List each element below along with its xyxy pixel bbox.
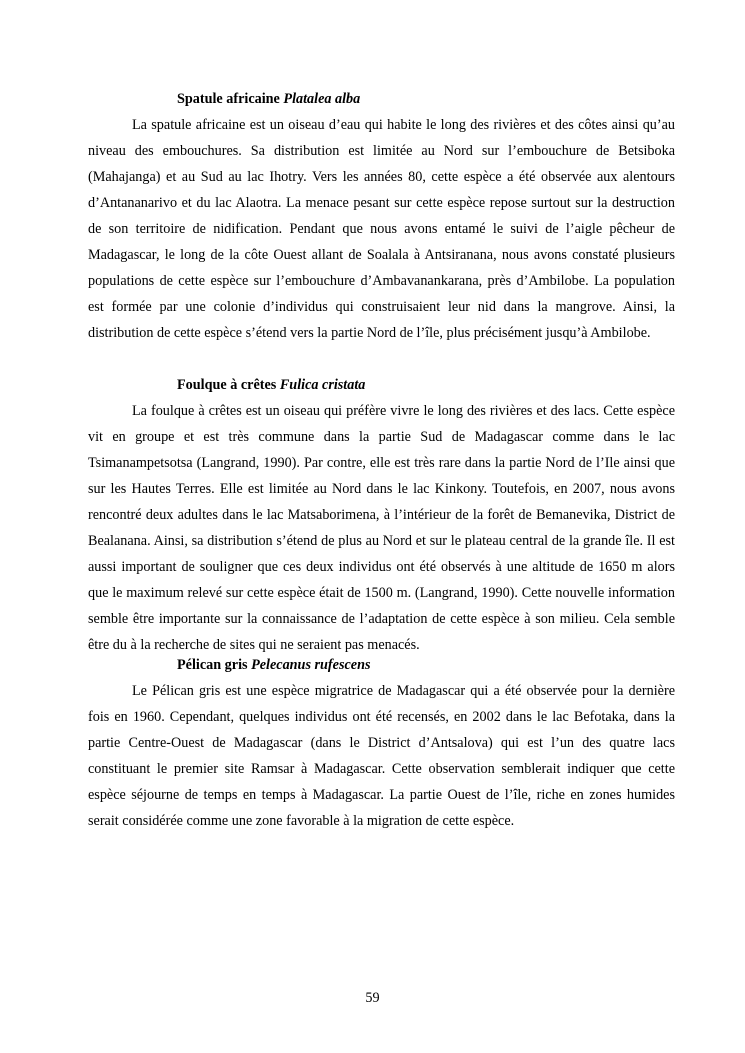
section-heading-foulque <box>88 372 675 398</box>
heading-common-name: Pélican gris <box>177 657 248 673</box>
heading-latin-name: Fulica cristata <box>279 377 366 393</box>
section-paragraph-pelican: Le Pélican gris est une espèce migratrice de Madagascar qui a été observée pour la dernière fois en 1960. Cependant, quelques individus ont été recensés, en 2002 dans le lac Befotaka, dans la partie Centre-Ouest de Madagascar (dans le District d’Antsalova) qui est l’un des quatre lacs constituant le premier site Ramsar à Madagascar. Cette observation semblerait indiquer que cette espèce séjourne de temps en temps à Madagascar. La partie Ouest de l’île, riche en zones humides serait considérée comme une zone favorable à la migration de cette espèce. <box>88 683 675 829</box>
document-page <box>88 86 675 834</box>
heading-common-name: Foulque à crêtes <box>177 377 277 393</box>
section-heading-spatule <box>88 86 675 112</box>
page-number: 59 <box>365 990 380 1006</box>
section-paragraph-spatule: La spatule africaine est un oiseau d’eau qui habite le long des rivières et des côtes ainsi qu’au niveau des embouchures. Sa distribution est limitée au Nord sur l’embouchure de Betsiboka (Mahajanga) et au Sud au lac Ihotry. Vers les années 80, cette espèce a été observée aux alentours d’Antananarivo et du lac Alaotra. La menace pesant sur cette espèce repose surtout sur la destruction de son territoire de nidification. Pendant que nous avons entamé le suivi de l’aigle pêcheur de Madagascar, le long de la côte Ouest allant de Soalala à Antsiranana, nous avons constaté plusieurs populations de cette espèce sur l’embouchure d’Ambavanankarana, près d’Ambilobe. La population est formée par une colonie d’individus qui construisaient leur nid dans la mangrove. Ainsi, la distribution de cette espèce s’étend vers la partie Nord de l’île, plus précisément jusqu’à Ambilobe. <box>88 117 675 341</box>
heading-latin-name: Platalea alba <box>283 91 361 107</box>
section-spacer <box>88 346 675 372</box>
section-paragraph-foulque: La foulque à crêtes est un oiseau qui préfère vivre le long des rivières et des lacs. Cette espèce vit en groupe et est très commune dans la partie Sud de Madagascar comme dans le lac Tsimanampetsotsa (Langrand, 1990). Par contre, elle est très rare dans la partie Nord de l’Ile ainsi que sur les Hautes Terres. Elle est limitée au Nord dans le lac Kinkony. Toutefois, en 2007, nous avons rencontré deux adultes dans le lac Matsaborimena, à l’intérieur de la forêt de Bemanevika, District de Bealanana. Ainsi, sa distribution s’étend de plus au Nord et sur le plateau central de la grande île. Il est aussi important de souligner que ces deux individus ont été observés à une altitude de 1650 m alors que le maximum relevé sur cette espèce était de 1500 m. (Langrand, 1990). Cette nouvelle information semble être importante sur la connaissance de l’adaptation de cette espèce à son milieu. Cela semble être du à la recherche de sites qui ne seraient pas menacés. <box>88 403 675 653</box>
heading-latin-name: Pelecanus rufescens <box>251 657 371 673</box>
heading-common-name: Spatule africaine <box>177 91 280 107</box>
